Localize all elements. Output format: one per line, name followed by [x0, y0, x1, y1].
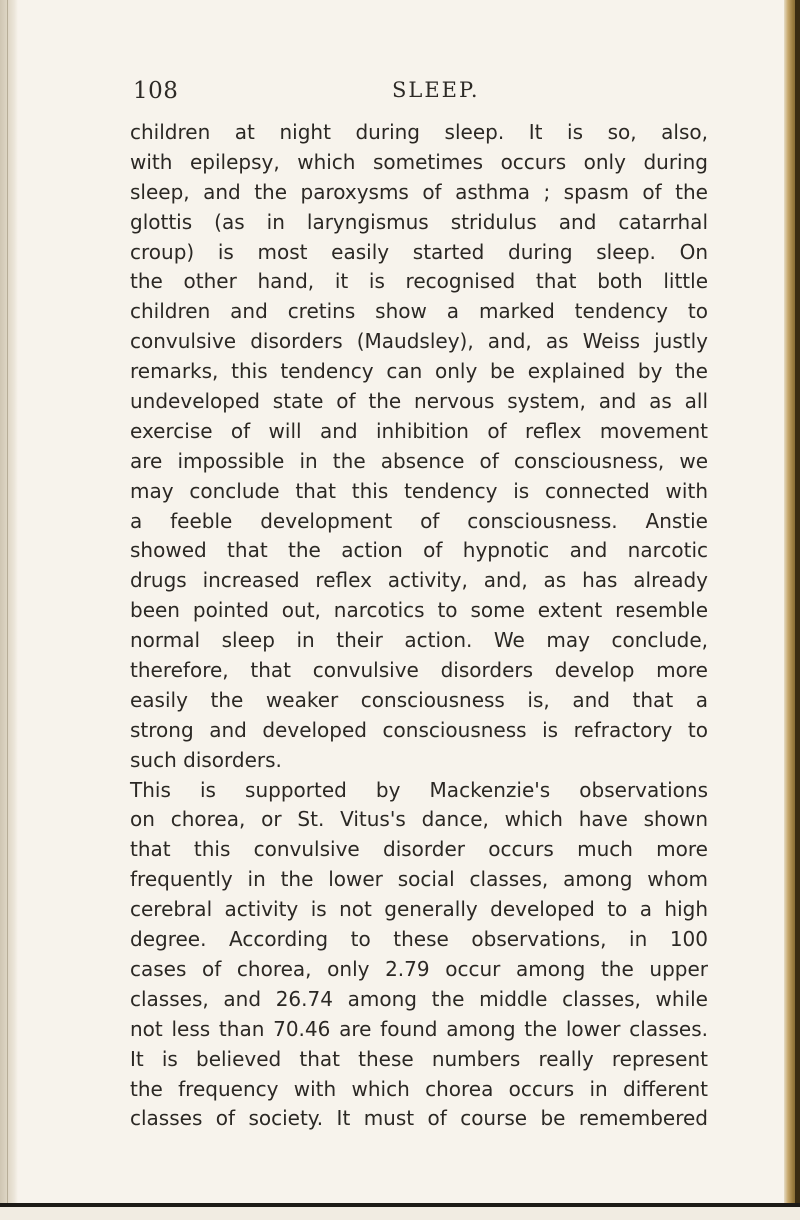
text-line: children at night during sleep. It is so, also,	[130, 120, 708, 144]
text-line: may conclude that this tendency is connected with	[130, 478, 708, 503]
running-head	[0, 78, 800, 108]
text-line: that this convulsive disorder occurs much more	[130, 837, 708, 862]
page-number: 108	[133, 78, 179, 104]
page-bottom-margin	[0, 1207, 800, 1220]
text-line: glottis (as in laryngismus stridulus and catarrhal	[130, 209, 708, 234]
page-right-edge-dark	[795, 0, 800, 1220]
text-line: children and cretins show a marked tendency to	[130, 299, 708, 324]
text-line-paragraph-start: This is supported by Mackenzie's observations	[130, 777, 708, 802]
text-line: on chorea, or St. Vitus's dance, which have shown	[130, 807, 708, 832]
page-gutter-shadow	[0, 0, 18, 1220]
text-line: normal sleep in their action. We may conclude,	[130, 628, 708, 653]
text-line: not less than 70.46 are found among the lower classes.	[130, 1016, 708, 1041]
text-line: exercise of will and inhibition of reflex movement	[130, 418, 708, 443]
text-line: frequently in the lower social classes, among whom	[130, 867, 708, 892]
text-line: been pointed out, narcotics to some extent resemble	[130, 598, 708, 623]
text-line: are impossible in the absence of consciousness, we	[130, 448, 708, 473]
text-line: remarks, this tendency can only be explained by the	[130, 359, 708, 384]
text-line: with epilepsy, which sometimes occurs only during	[130, 149, 708, 174]
text-line: degree. According to these observations, in 100	[130, 927, 708, 952]
text-line: therefore, that convulsive disorders develop more	[130, 658, 708, 683]
text-line: cases of chorea, only 2.79 occur among the upper	[130, 956, 708, 981]
text-line: cerebral activity is not generally developed to a high	[130, 897, 708, 922]
body-text	[130, 118, 708, 1134]
text-line: classes of society. It must of course be remembered	[130, 1106, 708, 1131]
text-line: undeveloped state of the nervous system, and as all	[130, 389, 708, 414]
text-line: classes, and 26.74 among the middle classes, while	[130, 986, 708, 1011]
text-line: croup) is most easily started during sleep. On	[130, 239, 708, 264]
text-line: showed that the action of hypnotic and narcotic	[130, 538, 708, 563]
text-line: easily the weaker consciousness is, and that a	[130, 687, 708, 712]
text-line: a feeble development of consciousness. Anstie	[130, 508, 708, 533]
text-line-paragraph-end: such disorders.	[130, 747, 282, 772]
text-line: the other hand, it is recognised that both little	[130, 269, 708, 294]
running-title: SLEEP.	[392, 78, 480, 102]
text-line: sleep, and the paroxysms of asthma ; spasm of the	[130, 179, 708, 204]
text-line: convulsive disorders (Maudsley), and, as Weiss justly	[130, 329, 708, 354]
text-line: It is believed that these numbers really represent	[130, 1046, 708, 1071]
gutter-line	[7, 0, 8, 1220]
text-line: strong and developed consciousness is refractory to	[130, 717, 708, 742]
text-line: the frequency with which chorea occurs in different	[130, 1076, 708, 1101]
text-line: drugs increased reflex activity, and, as has already	[130, 568, 708, 593]
